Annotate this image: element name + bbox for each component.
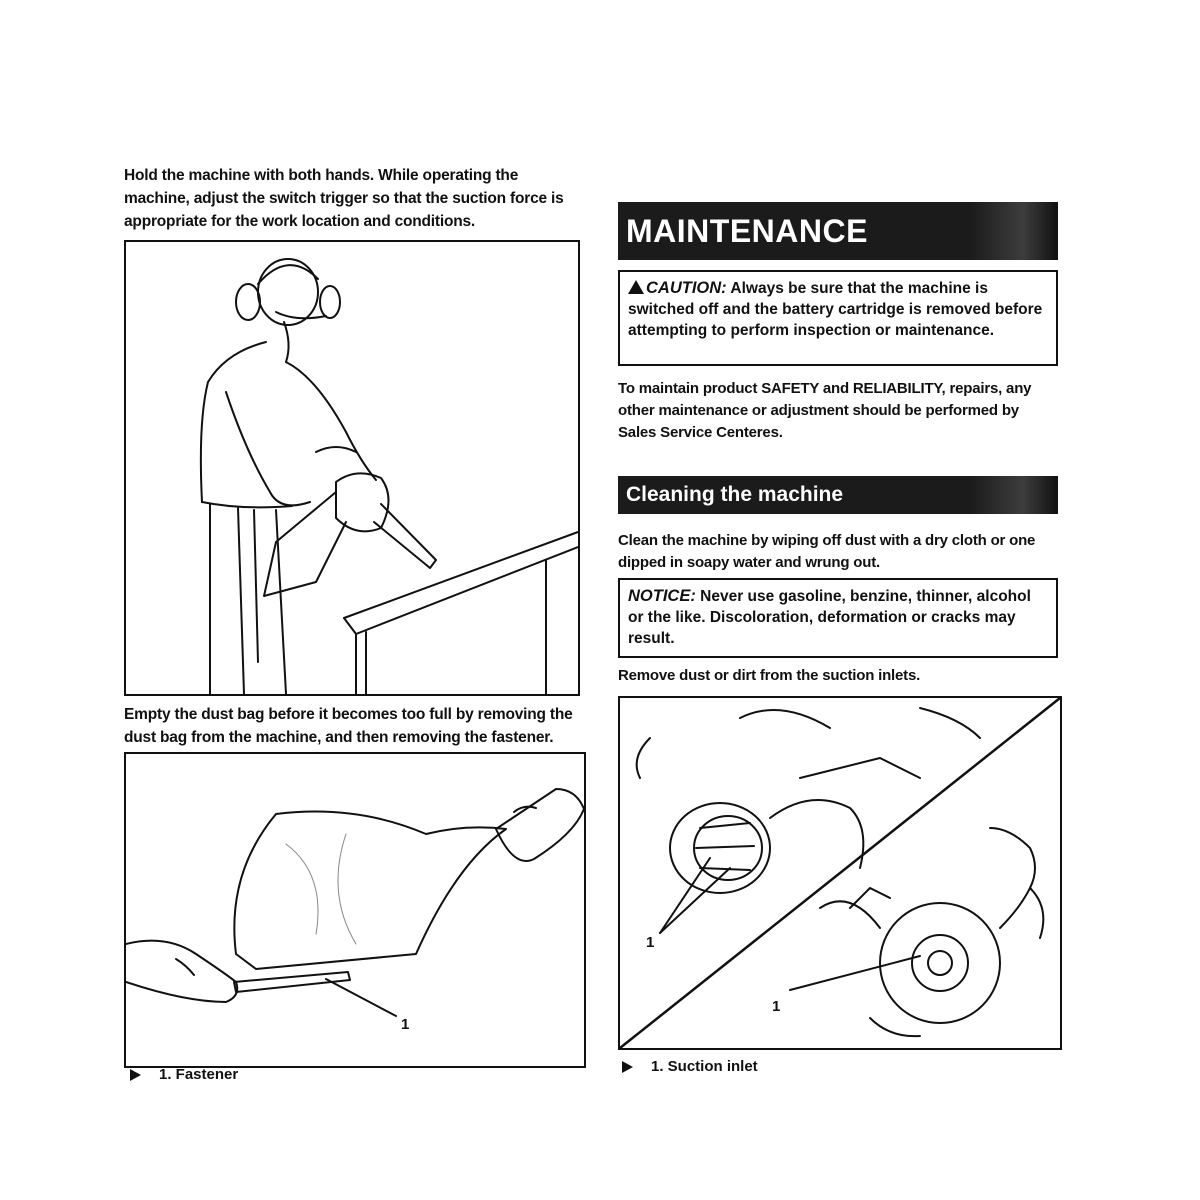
- suction-inlet-callout-a: 1: [646, 934, 655, 951]
- fastener-caption-text: 1. Fastener: [159, 1066, 239, 1083]
- caution-label: CAUTION:: [646, 279, 727, 297]
- maintenance-title: MAINTENANCE: [618, 202, 1058, 260]
- caution-box: [618, 270, 1058, 366]
- notice-box: [618, 578, 1058, 658]
- fastener-caption: [130, 1066, 238, 1083]
- notice-label: NOTICE:: [628, 587, 696, 605]
- operator-illustration: [124, 240, 580, 696]
- suction-inlet-illustration: [618, 696, 1062, 1050]
- operation-instruction: Hold the machine with both hands. While operating the machine, adjust the switch trigger so that the suction force is appropriate for the work location and conditions.: [124, 167, 564, 230]
- notice-text: Never use gasoline, benzine, thinner, alcohol or the like. Discoloration, deformation or cracks may result.: [628, 588, 1031, 647]
- cleaning-paragraph: Clean the machine by wiping off dust with a dry cloth or one dipped in soapy water and wrung out.: [618, 532, 1036, 571]
- triangle-right-icon: [622, 1061, 633, 1073]
- safety-paragraph: To maintain product SAFETY and RELIABILITY, repairs, any other maintenance or adjustment should be performed by Sales Service Centeres.: [618, 380, 1032, 441]
- triangle-right-icon: [130, 1069, 141, 1081]
- suction-inlet-caption-text: 1. Suction inlet: [651, 1058, 758, 1075]
- fastener-callout: 1: [401, 1016, 410, 1033]
- caution-text: Always be sure that the machine is switched off and the battery cartridge is removed before attempting to perform inspection or maintenance.: [628, 280, 1043, 339]
- cleaning-title: Cleaning the machine: [618, 476, 1058, 514]
- suction-inlet-callout-b: 1: [772, 998, 781, 1015]
- dust-bag-illustration: [124, 752, 586, 1068]
- warning-triangle-icon: [628, 280, 644, 294]
- dust-bag-instruction: Empty the dust bag before it becomes too full by removing the dust bag from the machine, and then removing the fastener.: [124, 706, 573, 746]
- suction-inlet-caption: [622, 1058, 758, 1075]
- inlet-instruction: Remove dust or dirt from the suction inlets.: [618, 667, 921, 684]
